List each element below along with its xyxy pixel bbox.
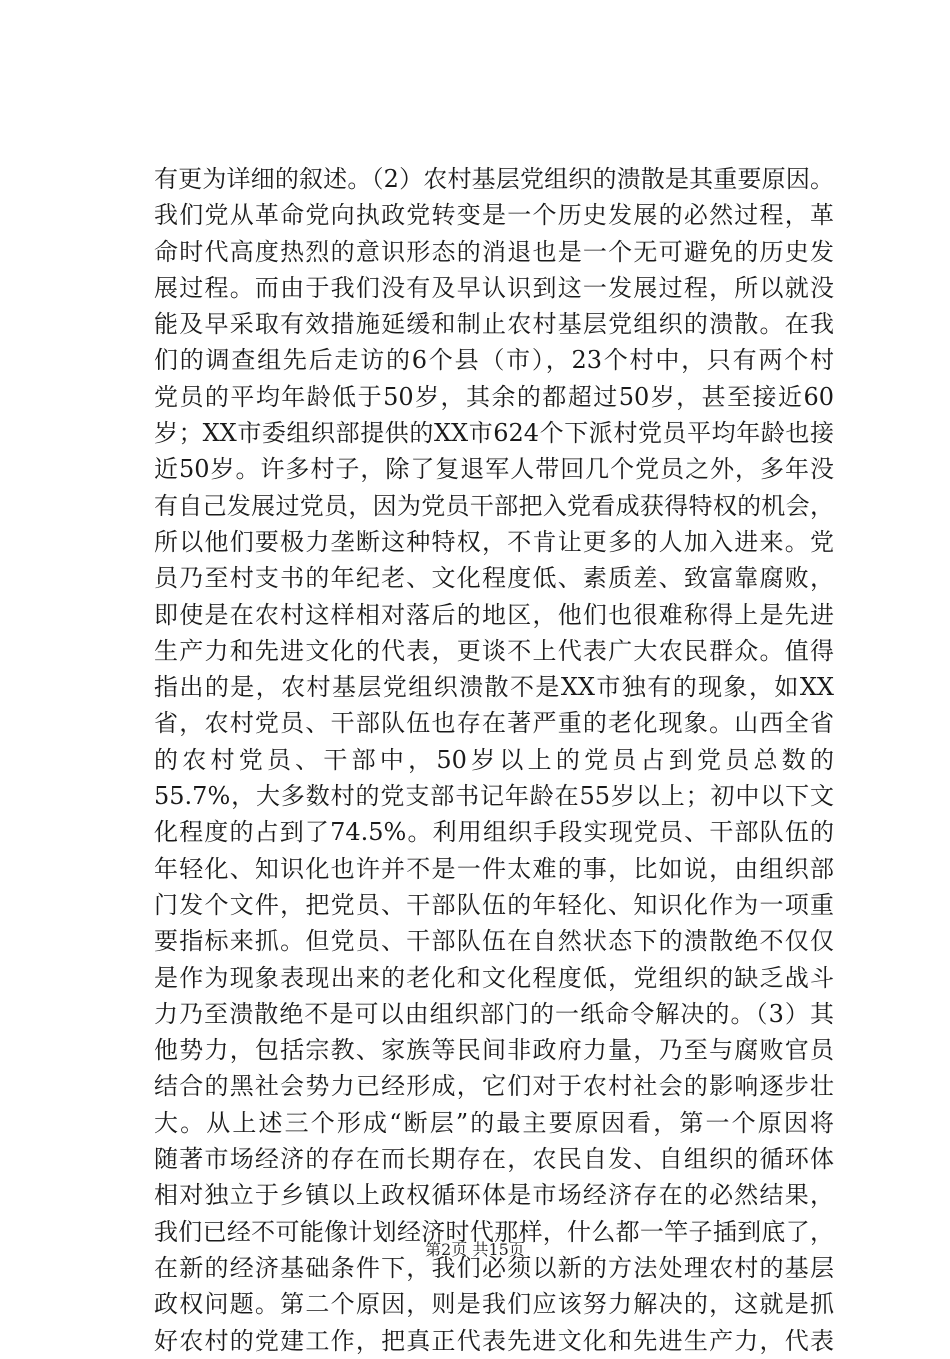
text-line: 要指标来抓。但党员、干部队伍在自然状态下的溃散绝不仅仅 xyxy=(154,927,834,956)
text-line: 有更为详细的叙述。（2）农村基层党组织的溃散是其重要原因。 xyxy=(154,165,834,193)
text-line: 即使是在农村这样相对落后的地区，他们也很难称得上是先进 xyxy=(154,600,834,629)
text-line: 力乃至溃散绝不是可以由组织部门的一纸命令解决的。（3）其 xyxy=(154,999,834,1028)
text-line: 大。从上述三个形成“断层”的最主要原因看，第一个原因将 xyxy=(154,1108,834,1137)
text-line: 好农村的党建工作，把真正代表先进文化和先进生产力，代表 xyxy=(154,1326,834,1355)
text-line: 生产力和先进文化的代表，更谈不上代表广大农民群众。值得 xyxy=(154,636,834,665)
text-line: 的农村党员、干部中，50岁以上的党员占到党员总数的 xyxy=(154,745,834,774)
text-line: 我们党从革命党向执政党转变是一个历史发展的必然过程，革 xyxy=(154,201,834,230)
text-line: 门发个文件，把党员、干部队伍的年轻化、知识化作为一项重 xyxy=(154,890,834,919)
page-footer xyxy=(0,1240,950,1260)
text-line: 在新的经济基础条件下，我们必须以新的方法处理农村的基层 xyxy=(154,1253,834,1282)
text-line: 展过程。而由于我们没有及早认识到这一发展过程，所以就没 xyxy=(154,273,834,302)
text-line: 命时代高度热烈的意识形态的消退也是一个无可避免的历史发 xyxy=(154,237,834,266)
text-line: 省，农村党员、干部队伍也存在著严重的老化现象。山西全省 xyxy=(154,709,834,738)
text-line: 所以他们要极力垄断这种特权，不肯让更多的人加入进来。党 xyxy=(154,527,834,556)
text-line: 相对独立于乡镇以上政权循环体是市场经济存在的必然结果， xyxy=(154,1181,834,1210)
text-line: 能及早采取有效措施延缓和制止农村基层党组织的溃散。在我 xyxy=(154,310,834,339)
text-line: 员乃至村支书的年纪老、文化程度低、素质差、致富靠腐败， xyxy=(154,564,834,593)
text-line: 有自己发展过党员，因为党员干部把入党看成获得特权的机会， xyxy=(154,491,834,520)
page-indicator: 第2页 共15页 xyxy=(425,1240,525,1259)
text-line: 结合的黑社会势力已经形成，它们对于农村社会的影响逐步壮 xyxy=(154,1072,834,1101)
text-line: 55.7%，大多数村的党支部书记年龄在55岁以上；初中以下文 xyxy=(154,782,834,811)
text-line: 们的调查组先后走访的6个县（市），23个村中，只有两个村 xyxy=(154,346,834,375)
text-line: 岁；XX市委组织部提供的XX市624个下派村党员平均年龄也接 xyxy=(154,419,834,448)
text-line: 是作为现象表现出来的老化和文化程度低，党组织的缺乏战斗 xyxy=(154,963,834,992)
text-line: 我们已经不可能像计划经济时代那样，什么都一竿子插到底了， xyxy=(154,1217,834,1246)
text-line: 党员的平均年龄低于50岁，其余的都超过50岁，甚至接近60 xyxy=(154,382,834,411)
text-line: 指出的是，农村基层党组织溃散不是XX市独有的现象，如XX xyxy=(154,673,834,702)
text-line: 年轻化、知识化也许并不是一件太难的事，比如说，由组织部 xyxy=(154,854,834,883)
text-line: 近50岁。许多村子，除了复退军人带回几个党员之外，多年没 xyxy=(154,455,834,484)
body-text xyxy=(154,161,834,1359)
text-line: 政权问题。第二个原因，则是我们应该努力解决的，这就是抓 xyxy=(154,1290,834,1319)
text-line: 随著市场经济的存在而长期存在，农民自发、自组织的循环体 xyxy=(154,1145,834,1174)
text-line: 化程度的占到了74.5%。利用组织手段实现党员、干部队伍的 xyxy=(154,818,834,847)
text-line: 他势力，包括宗教、家族等民间非政府力量，乃至与腐败官员 xyxy=(154,1036,834,1065)
